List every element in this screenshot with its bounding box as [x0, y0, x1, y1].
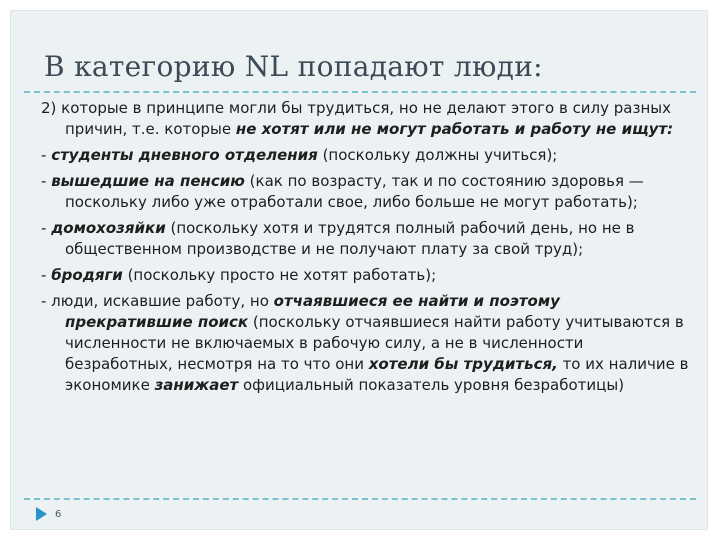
list-item-housewives	[41, 218, 691, 260]
list-item-text: официальный показатель уровня безработицы)	[238, 376, 625, 394]
list-item-term: студенты дневного отделения	[51, 146, 318, 164]
list-item-discouraged-workers	[41, 291, 691, 396]
intro-emphasis: не хотят или не могут работать и работу не ищут:	[235, 120, 674, 138]
title-divider	[24, 91, 696, 93]
list-item-term: отчаявшиеся ее найти и поэтому прекратившие поиск	[65, 292, 560, 331]
list-item-term: домохозяйки	[51, 219, 166, 237]
list-item-dash: -	[41, 266, 52, 284]
list-item-dash: -	[41, 219, 52, 237]
footer-divider	[24, 498, 696, 500]
intro-text: 2) которые в принципе могли бы трудиться, но не делают этого в силу разных причин, т.е. которые	[41, 99, 672, 138]
page-number: 6	[55, 508, 62, 520]
list-item-text: (поскольку просто не хотят работать);	[122, 266, 437, 284]
list-item-dash: -	[41, 146, 52, 164]
slide-body	[41, 98, 691, 401]
list-item-text: (как по возрасту, так и по состоянию здоровья — поскольку либо уже отработали свое, либо больше не могут работать);	[65, 172, 644, 211]
list-item-vagrants	[41, 265, 691, 286]
arrow-shape	[36, 507, 47, 521]
list-item-text: (поскольку хотя и трудятся полный рабочий день, но не в общественном производстве и не получают плату за свой труд);	[65, 219, 635, 258]
intro-paragraph	[41, 98, 691, 140]
list-item-pensioners	[41, 171, 691, 213]
list-item-text: - люди, искавшие работу, но	[41, 292, 274, 310]
list-item-dash: -	[41, 172, 52, 190]
slide-title: В категорию NL попадают люди:	[44, 50, 543, 83]
slide-footer	[36, 505, 61, 523]
list-item-emphasis: занижает	[154, 376, 239, 394]
list-item-text: (поскольку должны учиться);	[317, 146, 558, 164]
list-item-term: бродяги	[51, 266, 123, 284]
list-item-text: (поскольку отчаявшиеся найти работу учитываются в численности не включаемых в рабочую силу, а не в численности безработных, несмотря на то что они	[65, 313, 684, 373]
list-item-students	[41, 145, 691, 166]
arrow-icon	[36, 507, 47, 521]
list-item-emphasis: хотели бы трудиться,	[368, 355, 558, 373]
list-item-text: то их наличие в экономике	[65, 355, 689, 394]
list-item-term: вышедшие на пенсию	[51, 172, 245, 190]
